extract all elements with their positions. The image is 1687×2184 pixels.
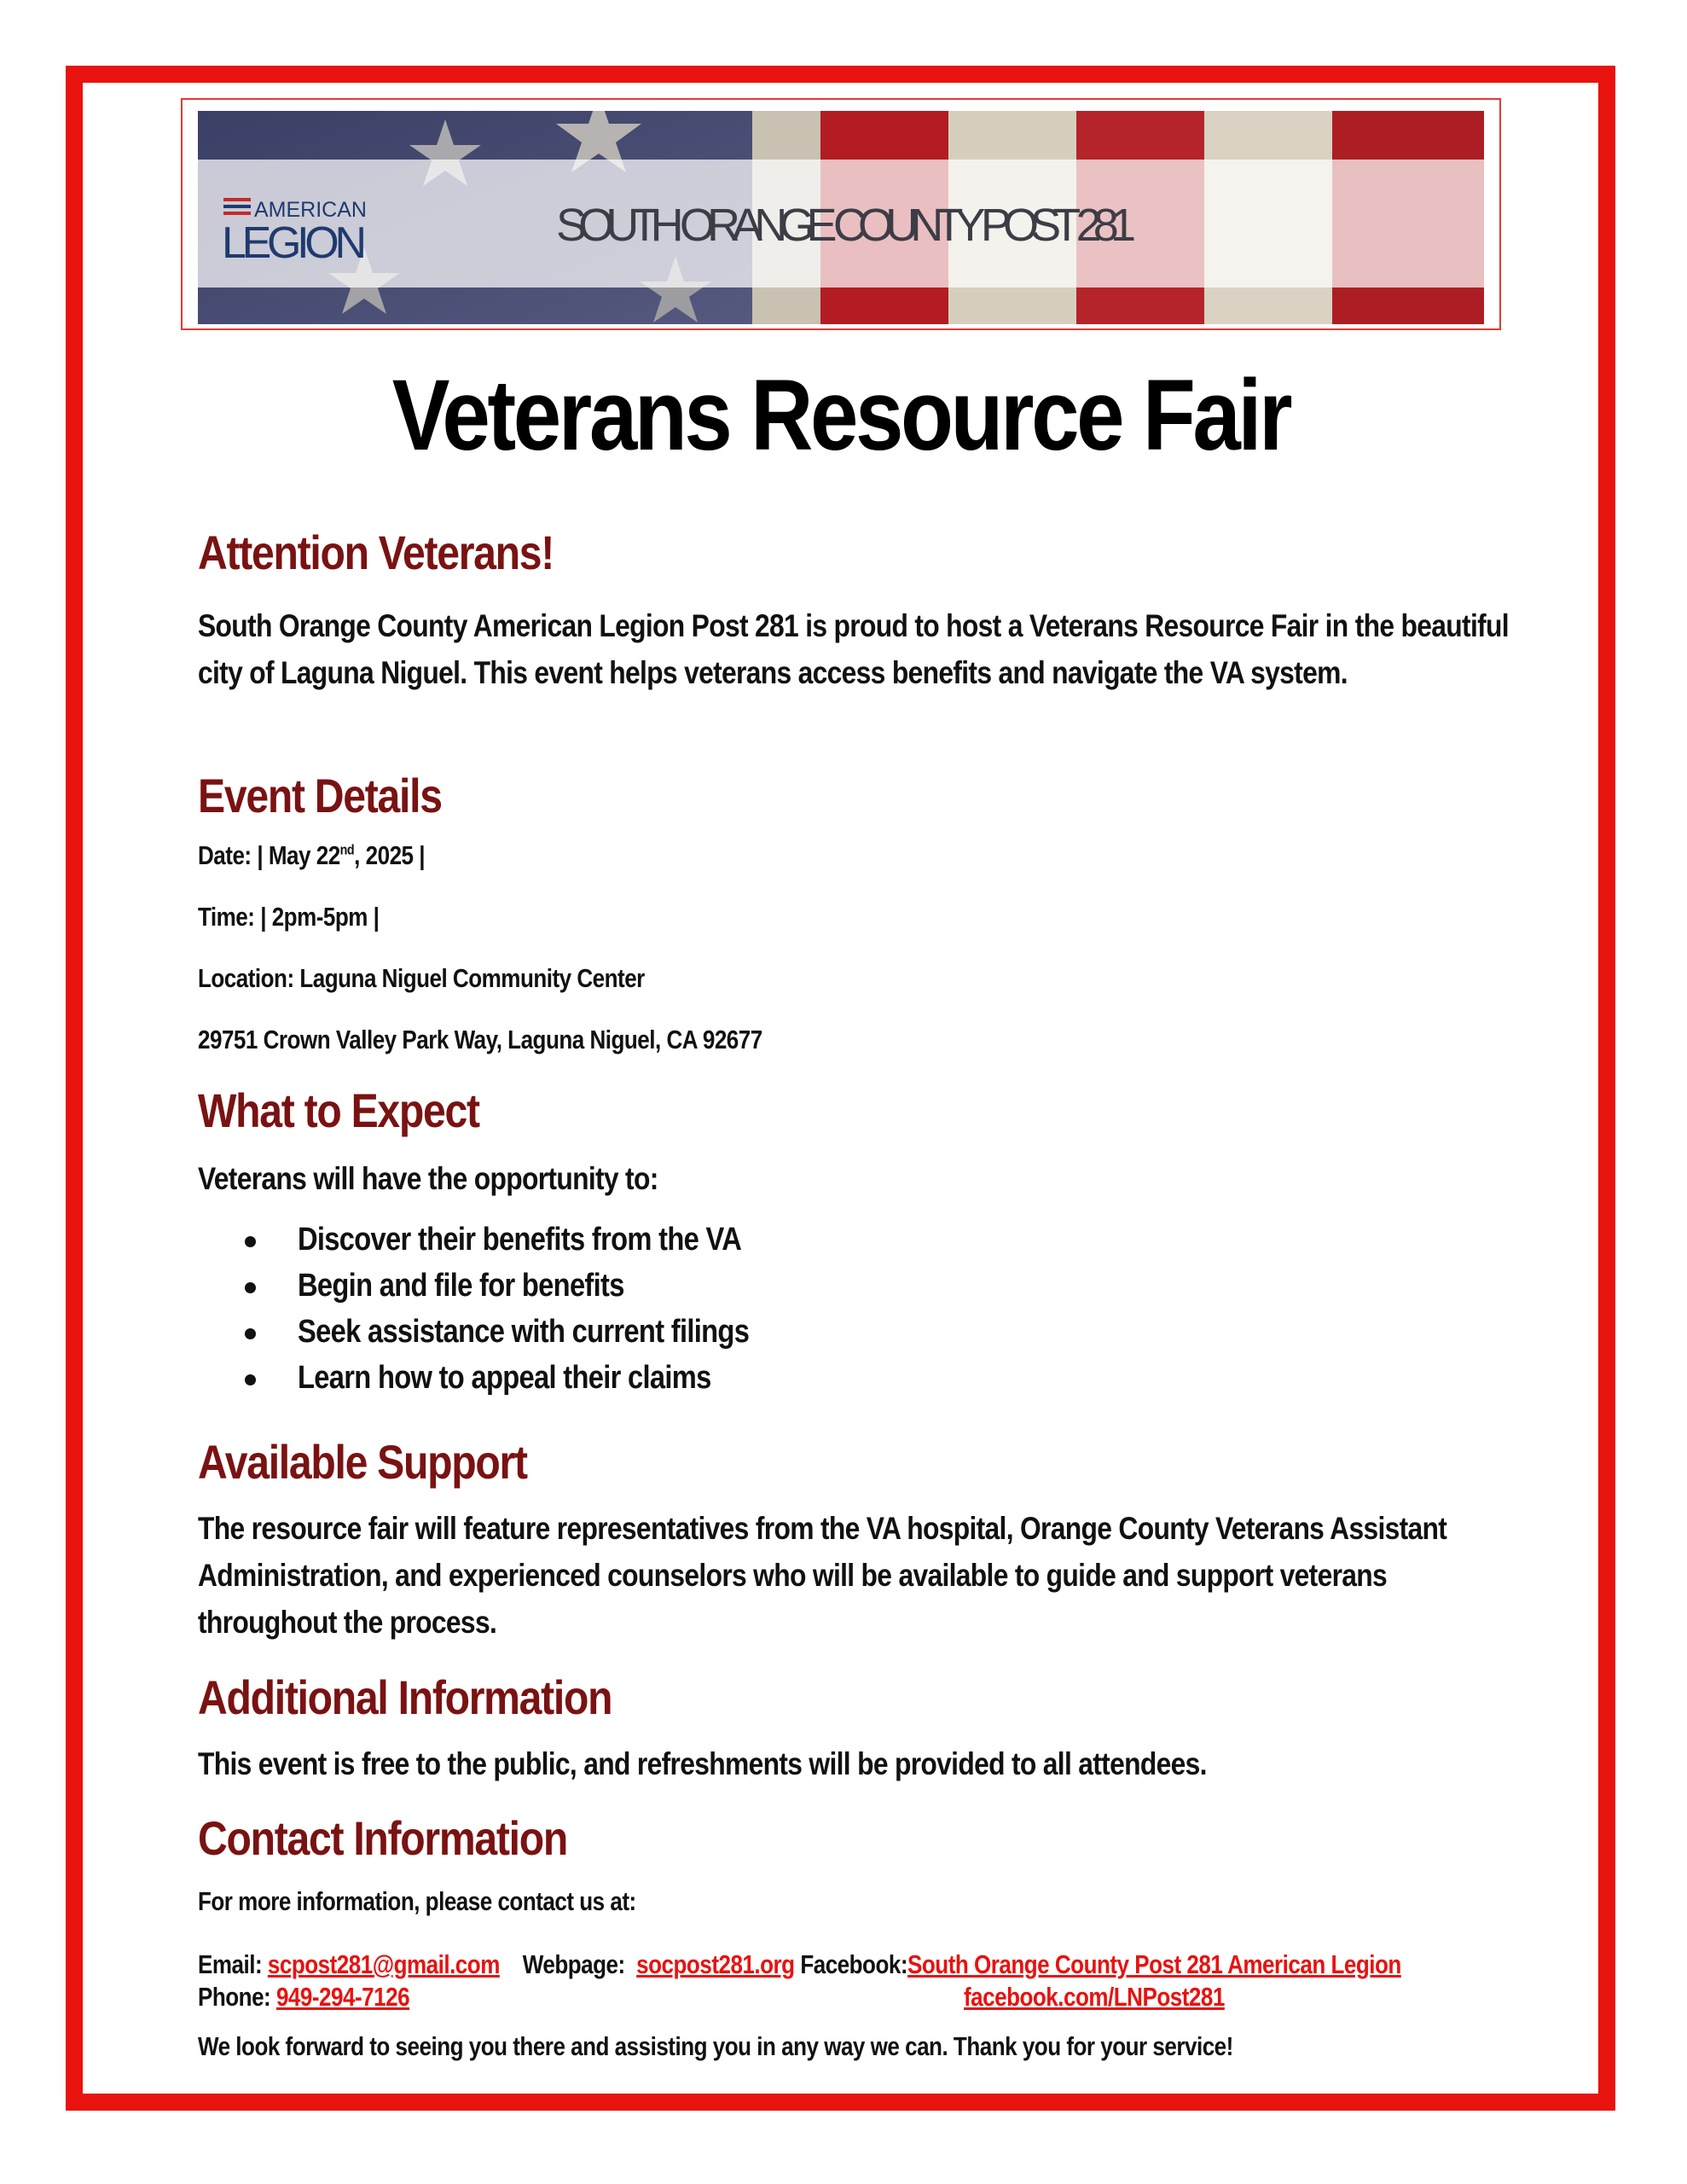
webpage-label: Webpage: [522, 1949, 625, 1979]
contact-line-2 [198, 1984, 409, 2010]
what-to-expect-heading: What to Expect [198, 1083, 479, 1137]
list-item: Begin and file for benefits [245, 1268, 822, 1314]
attention-body: South Orange County American Legion Post 281 is proud to host a Veterans Resource Fair in the beautiful city of Laguna Niguel. This event helps veterans access benefits and navigate the VA system. [198, 608, 1509, 690]
flag-banner-image [198, 111, 1484, 324]
additional-information-heading: Additional Information [198, 1670, 612, 1724]
facebook-label: Facebook: [800, 1949, 908, 1979]
email-link[interactable]: scpost281@gmail.com [267, 1949, 500, 1979]
post-name: SOUTH ORANGE COUNTY POST 281 [556, 200, 1136, 251]
phone-link[interactable]: 949-294-7126 [275, 1982, 410, 2012]
svg-text:LEGION: LEGION [222, 218, 367, 268]
header-banner [198, 111, 1484, 324]
bullet-icon [245, 1328, 256, 1339]
event-address: 29751 Crown Valley Park Way, Laguna Niguel, CA 92677 [198, 1025, 762, 1054]
list-item: Discover their benefits from the VA [245, 1222, 822, 1268]
event-date: Date: | May 22nd, 2025 | [198, 840, 426, 870]
email-label: Email: [198, 1949, 263, 1979]
expect-intro: Veterans will have the opportunity to: [198, 1161, 658, 1196]
attention-heading: Attention Veterans! [198, 526, 554, 579]
bullet-icon [245, 1236, 256, 1247]
support-body: The resource fair will feature representatives from the VA hospital, Orange County Veterans Assistant Administration, and experienced counselors who will be available to guide and support veterans throughout the process. [198, 1511, 1447, 1640]
facebook-url-line [964, 1984, 1225, 2010]
available-support-heading: Available Support [198, 1435, 527, 1489]
list-item: Seek assistance with current filings [245, 1314, 822, 1360]
contact-information-heading: Contact Information [198, 1811, 567, 1865]
expect-list [245, 1222, 822, 1406]
event-location: Location: Laguna Niguel Community Center [198, 963, 645, 993]
phone-label: Phone: [198, 1982, 271, 2012]
event-details-heading: Event Details [198, 769, 442, 822]
webpage-link[interactable]: socpost281.org [636, 1949, 795, 1979]
svg-text:AMERICAN: AMERICAN [254, 198, 367, 222]
bullet-icon [245, 1374, 256, 1385]
event-time: Time: | 2pm-5pm | [198, 902, 380, 932]
closing-message: We look forward to seeing you there and assisting you in any way we can. Thank you for your service! [198, 2031, 1233, 2061]
list-item: Learn how to appeal their claims [245, 1360, 822, 1406]
contact-intro: For more information, please contact us at: [198, 1886, 636, 1916]
bullet-icon [245, 1282, 256, 1293]
contact-line-1 [198, 1951, 1401, 1978]
facebook-name-link[interactable]: South Orange County Post 281 American Legion [907, 1949, 1401, 1979]
page-title: Veterans Resource Fair [391, 359, 1290, 472]
facebook-url-link[interactable]: facebook.com/LNPost281 [964, 1982, 1225, 2012]
additional-body: This event is free to the public, and refreshments will be provided to all attendees. [198, 1746, 1207, 1781]
